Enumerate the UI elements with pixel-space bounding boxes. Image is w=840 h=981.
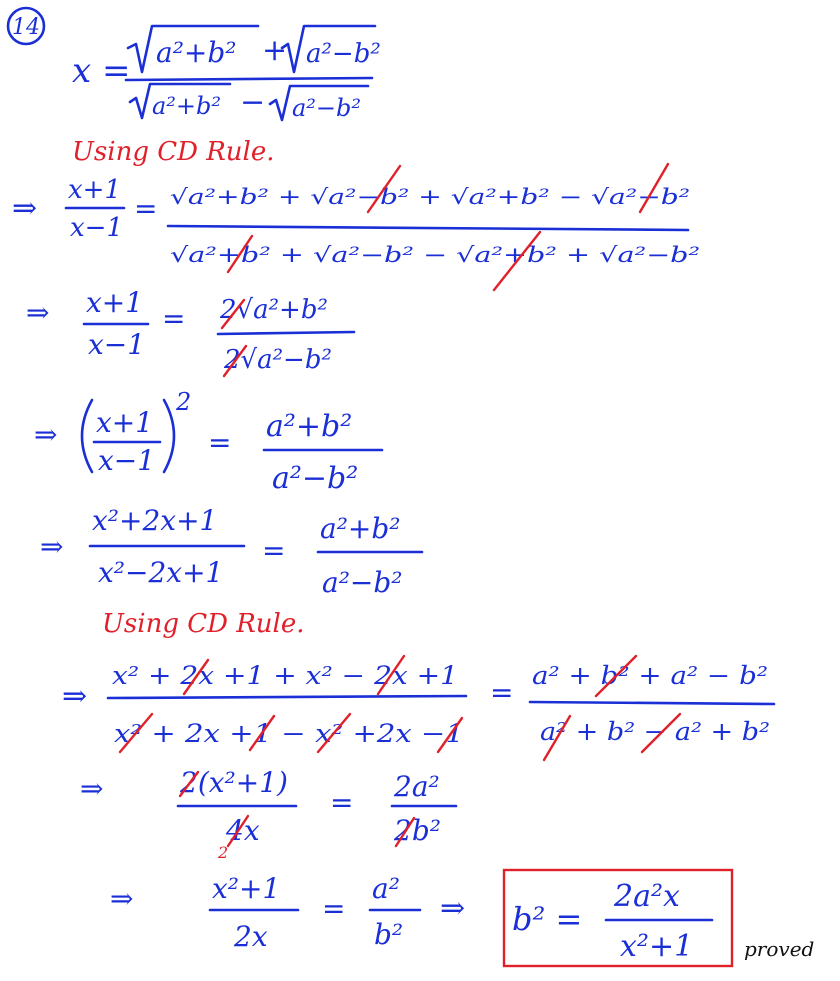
step-7-lhs-num: x²+1 bbox=[212, 872, 281, 905]
step-1-rhs-bar bbox=[168, 226, 688, 230]
step-5-rhs-bar bbox=[530, 702, 774, 704]
step-1-lhs-num: x+1 bbox=[68, 175, 121, 205]
step-3-lhs-den: x−1 bbox=[98, 444, 156, 477]
step-4 bbox=[40, 504, 422, 599]
step-4-lhs-num: x²+2x+1 bbox=[92, 504, 218, 537]
result-lhs: b² = bbox=[512, 900, 583, 938]
step-1-eq: = bbox=[134, 192, 158, 225]
step-6-rhs-num: 2a² bbox=[394, 770, 440, 803]
step-6-lhs-num: 2(x²+1) bbox=[180, 766, 288, 799]
step-4-lhs-den: x²−2x+1 bbox=[98, 556, 224, 589]
step-3-paren-left bbox=[82, 400, 92, 472]
step-1-rhs-num: √a²+b² + √a²−b² + √a²+b² − √a²−b² bbox=[170, 185, 690, 209]
step-1-implies: ⇒ bbox=[12, 191, 38, 226]
step-7-rhs-num: a² bbox=[372, 872, 400, 905]
step-7-eq: = bbox=[322, 892, 346, 925]
given-num-plus: + bbox=[262, 33, 288, 68]
step-5-eq: = bbox=[490, 676, 514, 709]
step-4-implies: ⇒ bbox=[40, 530, 64, 563]
given-den-a: a²+b² bbox=[152, 92, 222, 120]
given-den-minus: − bbox=[240, 85, 266, 120]
result-box bbox=[504, 870, 732, 966]
step-5-lhs-num: x² + 2x +1 + x² − 2x +1 bbox=[112, 661, 459, 690]
step-4-rhs-den: a²−b² bbox=[322, 566, 403, 599]
step-6 bbox=[80, 766, 456, 862]
step-2-rhs-num: 2√a²+b² bbox=[220, 295, 328, 325]
step-6-lhs-den: 4x bbox=[226, 814, 260, 847]
step-7-implies-2: ⇒ bbox=[440, 891, 466, 926]
given-fraction-bar bbox=[126, 78, 372, 80]
step-3-lhs-num: x+1 bbox=[96, 406, 154, 439]
step-4-eq: = bbox=[262, 534, 286, 567]
step-2-rhs-bar bbox=[218, 332, 354, 334]
step-5-implies: ⇒ bbox=[62, 679, 88, 714]
step-3-paren-right bbox=[164, 400, 174, 472]
step-6-rhs-den: 2b² bbox=[394, 814, 441, 847]
step-5-lhs-bar bbox=[108, 696, 466, 698]
step-1 bbox=[12, 164, 700, 290]
given-den-b: a²−b² bbox=[292, 94, 362, 122]
given-equation bbox=[72, 26, 381, 122]
step-7-lhs-den: 2x bbox=[234, 920, 268, 953]
step-3-rhs-den: a²−b² bbox=[272, 461, 359, 496]
step-5-rhs-den: a² + b² − a² + b² bbox=[540, 717, 770, 746]
step-3-rhs-num: a²+b² bbox=[266, 409, 353, 444]
proved-note: proved bbox=[744, 937, 815, 961]
step-7 bbox=[110, 872, 465, 953]
given-num-b: a²−b² bbox=[306, 39, 381, 69]
step-2 bbox=[26, 286, 354, 376]
note-cd-rule-2: Using CD Rule. bbox=[102, 609, 305, 639]
step-2-lhs-num: x+1 bbox=[86, 286, 144, 319]
step-5-rhs-num: a² + b² + a² − b² bbox=[532, 661, 768, 690]
step-1-lhs-den: x−1 bbox=[70, 213, 123, 243]
step-2-eq: = bbox=[162, 302, 186, 335]
step-2-implies: ⇒ bbox=[26, 296, 50, 329]
step-3-exp: 2 bbox=[176, 388, 192, 416]
step-2-rhs-den: 2√a²−b² bbox=[224, 345, 332, 375]
step-1-rhs-den: √a²+b² + √a²−b² − √a²+b² + √a²−b² bbox=[170, 243, 700, 267]
step-5 bbox=[62, 656, 774, 760]
given-num-a: a²+b² bbox=[156, 36, 237, 69]
problem-number: 14 bbox=[12, 15, 40, 40]
note-cd-rule-1: Using CD Rule. bbox=[72, 137, 275, 167]
step-2-lhs-den: x−1 bbox=[88, 328, 146, 361]
given-lhs: x = bbox=[72, 51, 131, 91]
step-4-rhs-num: a²+b² bbox=[320, 512, 401, 545]
result-num: 2a²x bbox=[614, 879, 680, 914]
step-6-eq: = bbox=[330, 786, 354, 819]
step-3 bbox=[34, 388, 382, 496]
step-3-eq: = bbox=[208, 426, 232, 459]
step-7-rhs-den: b² bbox=[374, 918, 404, 951]
step-5-lhs-den: x² + 2x +1 − x² +2x −1 bbox=[114, 719, 464, 748]
step-3-implies: ⇒ bbox=[34, 418, 58, 451]
step-6-small-2: 2 bbox=[218, 843, 229, 862]
result-den: x²+1 bbox=[620, 929, 694, 964]
step-7-implies: ⇒ bbox=[110, 882, 134, 915]
step-6-implies: ⇒ bbox=[80, 772, 104, 805]
